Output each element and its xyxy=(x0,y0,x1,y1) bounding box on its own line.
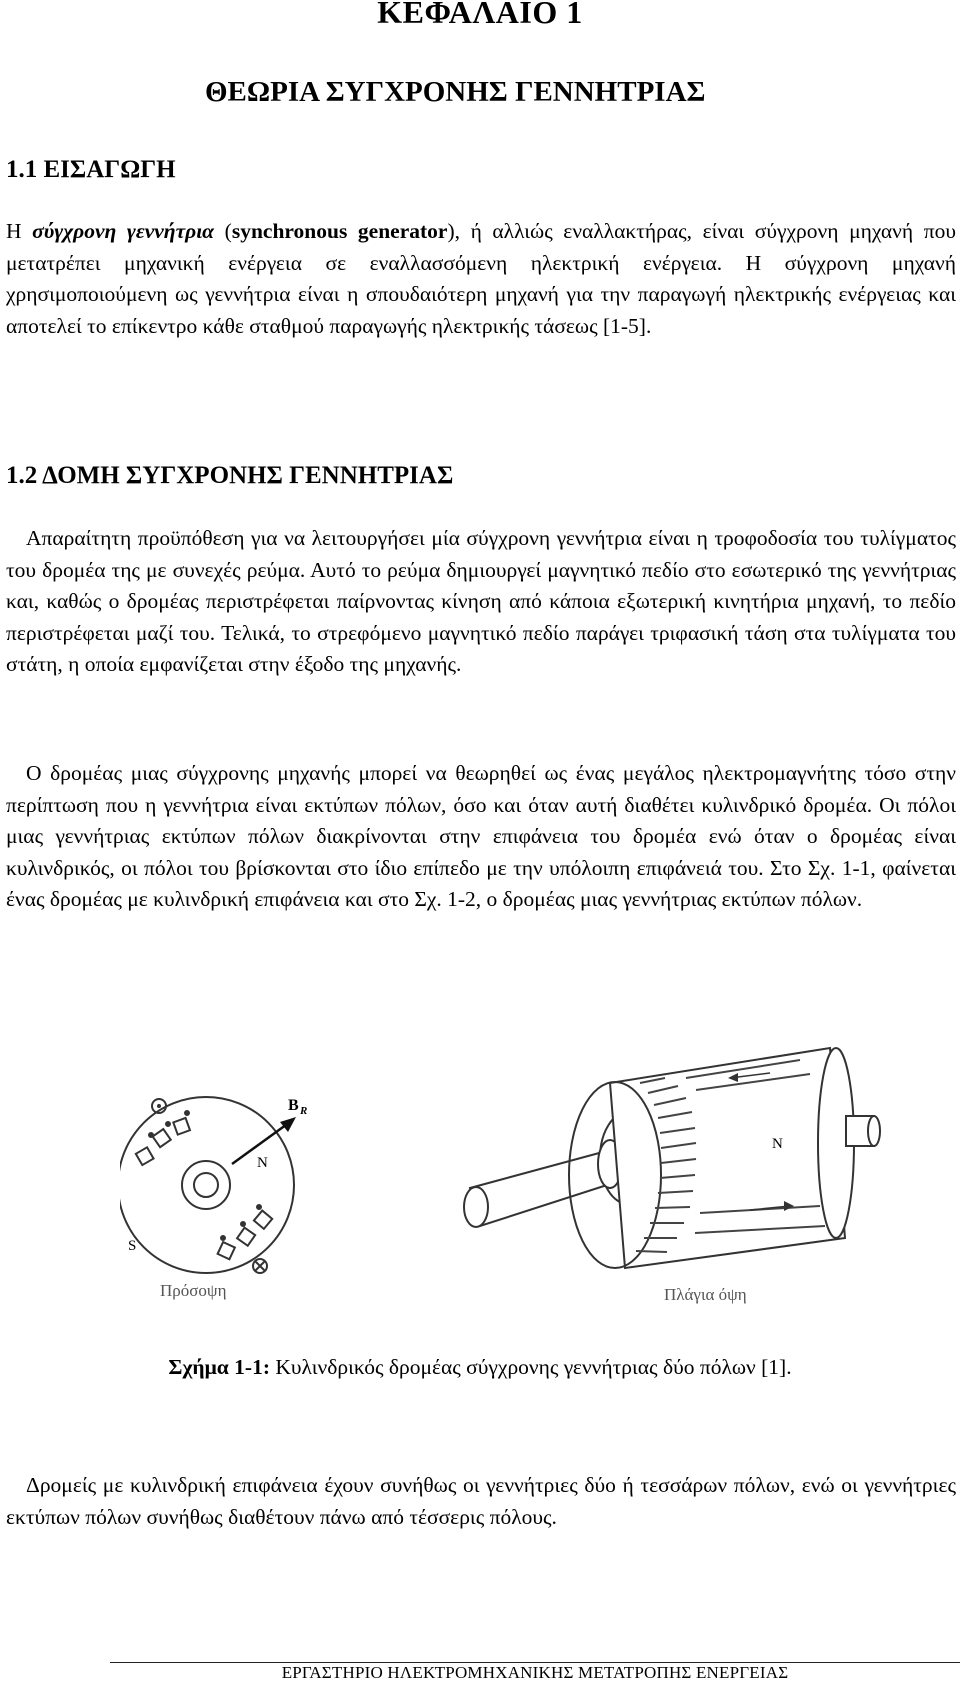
intro-term-en: synchronous generator xyxy=(231,219,448,243)
intro-text-c: ), ή αλλιώς εναλλακτήρας, είναι σύγχρονη μηχανή που μετατρέπει μηχανική ενέργεια σε εναλλασσόμενη ηλεκτρική ενέργεια. Η σύγχρονη μηχανή χρησιμοποιούμενη ως γεννήτρια είναι η σπουδαιότερη μηχανή για την παραγωγή ηλεκτρικής ενέργειας και αποτελεί το επίκεντρο κάθε σταθμού παραγωγής ηλεκτρικής τάσεως [1-5]. xyxy=(6,219,956,338)
field-subscript: R xyxy=(300,1105,308,1117)
intro-text-a: Η xyxy=(6,219,33,243)
rotor-front-view-figure xyxy=(120,1080,330,1310)
figure-caption xyxy=(0,1355,960,1380)
south-label: S xyxy=(128,1238,137,1254)
structure-paragraph-2: Ο δρομέας μιας σύγχρονης μηχανής μπορεί να θεωρηθεί ως ένας μεγάλος ηλεκτρομαγνήτης τόσο στην περίπτωση που η γεννήτρια είναι εκτύπων πόλων, όσο και όταν αυτή διαθέτει κυλινδρικό δρομέα. Οι πόλοι μιας γεννήτριας εκτύπων πόλων διακρίνονται στην επιφάνεια του δρομέα ενώ όταν ο δρομέας είναι κυλινδρικός, οι πόλοι του βρίσκονται στο ίδιο επίπεδο με την υπόλοιπη επιφάνειά του. Στο Σχ. 1-1, φαίνεται ένας δρομέας με κυλινδρική επιφάνεια και στο Σχ. 1-2, ο δρομέας μιας γεννήτριας εκτύπων πόλων. xyxy=(6,761,956,912)
structure-paragraph-1: Απαραίτητη προϋπόθεση για να λειτουργήσει μία σύγχρονη γεννήτρια είναι η τροφοδοσία του τυλίγματος του δρομέα της με συνεχές ρεύμα. Αυτό το ρεύμα δημιουργεί μαγνητικό πεδίο στο εσωτερικό της γεννήτριας και, καθώς ο δρομέας περιστρέφεται παίρνοντας κίνηση από κάποια εξωτερική κινητήρια μηχανή, το πεδίο περιστρέφεται μαζί του. Τελικά, το στρεφόμενο μαγνητικό πεδίο παράγει τριφασική τάση στα τυλίγματα του στάτη, η οποία εμφανίζεται στην έξοδο της μηχανής. xyxy=(6,526,956,677)
current-out-dot xyxy=(157,1104,161,1108)
figure-caption-label: Σχήμα 1-1: xyxy=(168,1355,270,1379)
upper-slots xyxy=(136,1111,190,1165)
section-heading-structure: 1.2 ΔΟΜΗ ΣΥΓΧΡΟΝΗΣ ΓΕΝΝΗΤΡΙΑΣ xyxy=(6,462,454,489)
structure-paragraph-3: Δρομείς με κυλινδρική επιφάνεια έχουν συνήθως οι γεννήτριες δύο ή τεσσάρων πόλων, ενώ οι γεννήτριες εκτύπων πόλων συνήθως διαθέτουν πάνω από τέσσερις πόλους. xyxy=(6,1473,956,1529)
rotor-shaft-inner xyxy=(194,1173,218,1197)
rotor-shaft-outer xyxy=(182,1161,230,1209)
back-shaft-end xyxy=(868,1116,880,1146)
side-view-label: Πλάγια όψη xyxy=(664,1285,747,1304)
figure-caption-text: Κυλινδρικός δρομέας σύγχρονης γεννήτριας δύο πόλων [1]. xyxy=(270,1355,792,1379)
front-view-label: Πρόσοψη xyxy=(160,1281,227,1300)
north-label: N xyxy=(257,1155,268,1171)
section-heading-intro: 1.1 ΕΙΣΑΓΩΓΗ xyxy=(6,156,176,183)
field-arrow-head xyxy=(280,1117,296,1132)
intro-text-b: ( xyxy=(214,219,232,243)
rotor-outline xyxy=(120,1097,294,1273)
intro-term: σύγχρονη γεννήτρια xyxy=(32,219,215,243)
shaft-end xyxy=(464,1187,488,1227)
field-label: B xyxy=(288,1097,299,1114)
page-title: ΘΕΩΡΙΑ ΣΥΓΧΡΟΝΗΣ ΓΕΝΝΗΤΡΙΑΣ xyxy=(205,76,706,108)
rotor-side-view-figure xyxy=(450,1038,910,1318)
intro-paragraph xyxy=(6,216,956,342)
chapter-heading: ΚΕΦΑΛΑΙΟ 1 xyxy=(377,0,583,30)
north-side-label: N xyxy=(772,1136,783,1152)
page-footer: ΕΡΓΑΣΤΗΡΙΟ ΗΛΕΚΤΡΟΜΗΧΑΝΙΚΗΣ ΜΕΤΑΤΡΟΠΗΣ ΕΝΕΡΓΕΙΑΣ xyxy=(281,1663,789,1682)
